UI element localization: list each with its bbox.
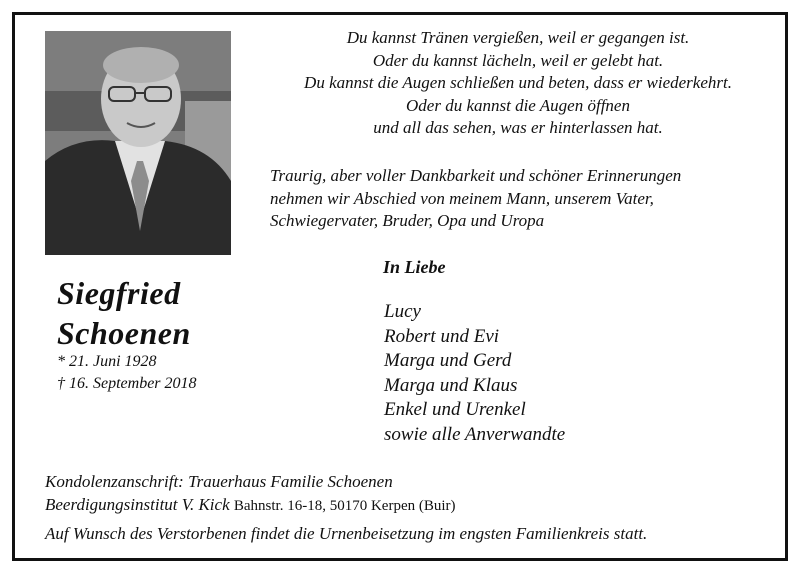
poem-line: Oder du kannst die Augen öffnen (406, 95, 630, 115)
mourner: Robert und Evi (384, 325, 500, 347)
mourner: Lucy (384, 301, 421, 322)
funeral-home-address: Bahnstr. 16-18, 50170 Kerpen (Buir) (233, 498, 456, 514)
contact-info (45, 470, 456, 518)
intro-line: Traurig, aber voller Dankbarkeit und schöner Erinnerungen (270, 166, 682, 185)
last-name: Schoenen (57, 315, 191, 351)
life-dates (57, 351, 197, 395)
intro-line: Schwiegervater, Bruder, Opa und Uropa (270, 211, 545, 231)
obituary-frame (12, 12, 788, 561)
first-name: Siegfried (57, 275, 181, 311)
in-liebe-heading: In Liebe (383, 257, 446, 277)
poem (263, 27, 773, 140)
death-date: † 16. September 2018 (57, 375, 197, 392)
condolence-address: Kondolenzanschrift: Trauerhaus Familie Schoenen (45, 472, 393, 491)
intro-text (270, 165, 775, 233)
birth-date: * 21. Juni 1928 (57, 353, 157, 370)
mourner: Enkel und Urenkel (384, 399, 526, 420)
burial-notice: Auf Wunsch des Verstorbenen findet die Urnenbeisetzung im engsten Familienkreis statt. (45, 524, 648, 543)
poem-line: Du kannst Tränen vergießen, weil er gegangen ist. (346, 28, 690, 47)
portrait-image (45, 31, 231, 255)
funeral-home-name: Beerdigungsinstitut V. Kick (45, 495, 230, 514)
intro-line: nehmen wir Abschied von meinem Mann, unserem Vater, (270, 188, 654, 208)
poem-line: und all das sehen, was er hinterlassen hat. (373, 118, 663, 138)
deceased-name (57, 273, 191, 353)
mourners-list (384, 300, 565, 447)
mourner: Marga und Klaus (384, 374, 518, 396)
portrait-photo (45, 31, 231, 255)
mourner: Marga und Gerd (384, 350, 512, 371)
funeral-home-line (45, 493, 456, 518)
mourner: sowie alle Anverwandte (384, 423, 566, 445)
poem-line: Oder du kannst lächeln, weil er gelebt hat. (372, 50, 664, 70)
poem-line: Du kannst die Augen schließen und beten, dass er wiederkehrt. (304, 73, 732, 93)
